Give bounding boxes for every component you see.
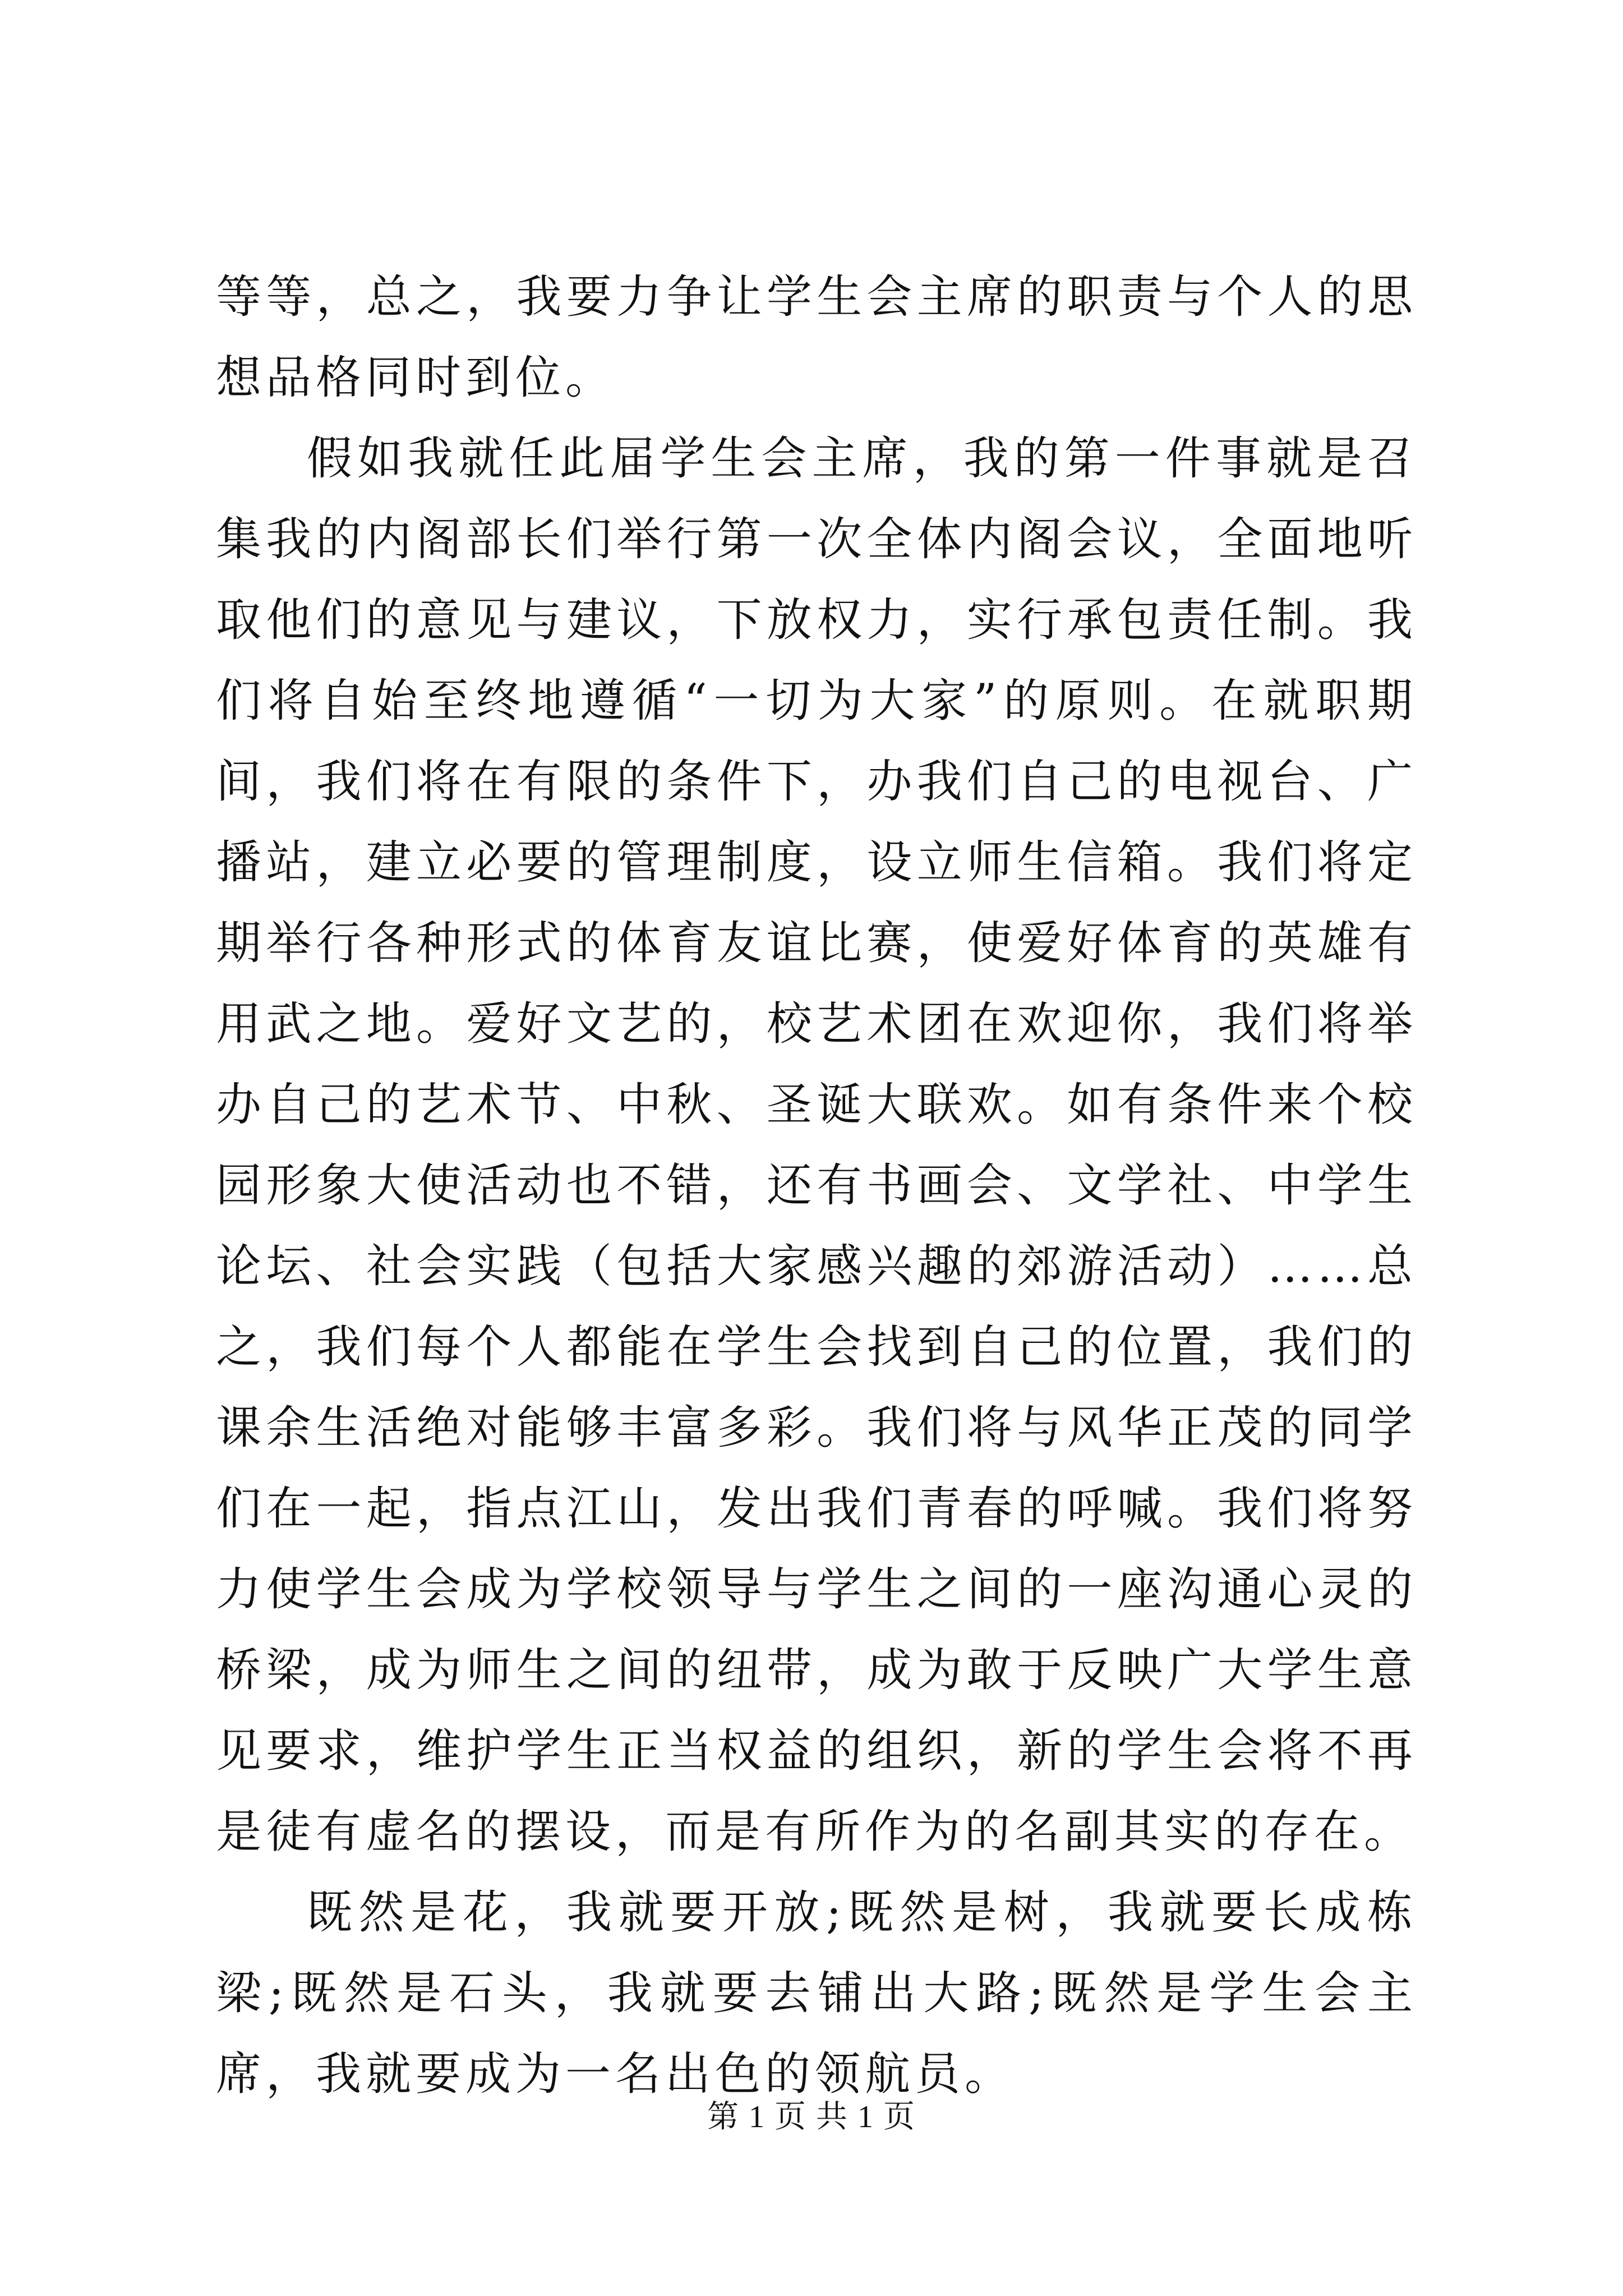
paragraph-1: 等等，总之，我要力争让学生会主席的职责与个人的思想品格同时到位。 <box>216 271 1417 404</box>
page-footer: 第 1 页 共 1 页 <box>707 2100 916 2134</box>
paragraph-3: 既然是花，我就要开放;既然是树，我就要长成栋梁;既然是石头，我就要去铺出大路;既然是学生会主席，我就要成为一名出色的领航员。 <box>216 1887 1417 2101</box>
document-body <box>216 257 1417 2115</box>
paragraph-2: 假如我就任此届学生会主席，我的第一件事就是召集我的内阁部长们举行第一次全体内阁会议，全面地听取他们的意见与建议，下放权力，实行承包责任制。我们将自始至终地遵循“一切为大家”的原则。在就职期间，我们将在有限的条件下，办我们自己的电视台、广播站，建立必要的管理制度，设立师生信箱。我们将定期举行各种形式的体育友谊比赛，使爱好体育的英雄有用武之地。爱好文艺的，校艺术团在欢迎你，我们将举办自己的艺术节、中秋、圣诞大联欢。如有条件来个校园形象大使活动也不错，还有书画会、文学社、中学生论坛、社会实践（包括大家感兴趣的郊游活动）……总之，我们每个人都能在学生会找到自己的位置，我们的课余生活绝对能够丰富多彩。我们将与风华正茂的同学们在一起，指点江山，发出我们青春的呼喊。我们将努力使学生会成为学校领导与学生之间的一座沟通心灵的桥梁，成为师生之间的纽带，成为敢于反映广大学生意见要求，维护学生正当权益的组织，新的学生会将不再是徒有虚名的摆设，而是有所作为的名副其实的存在。 <box>216 432 1417 1858</box>
